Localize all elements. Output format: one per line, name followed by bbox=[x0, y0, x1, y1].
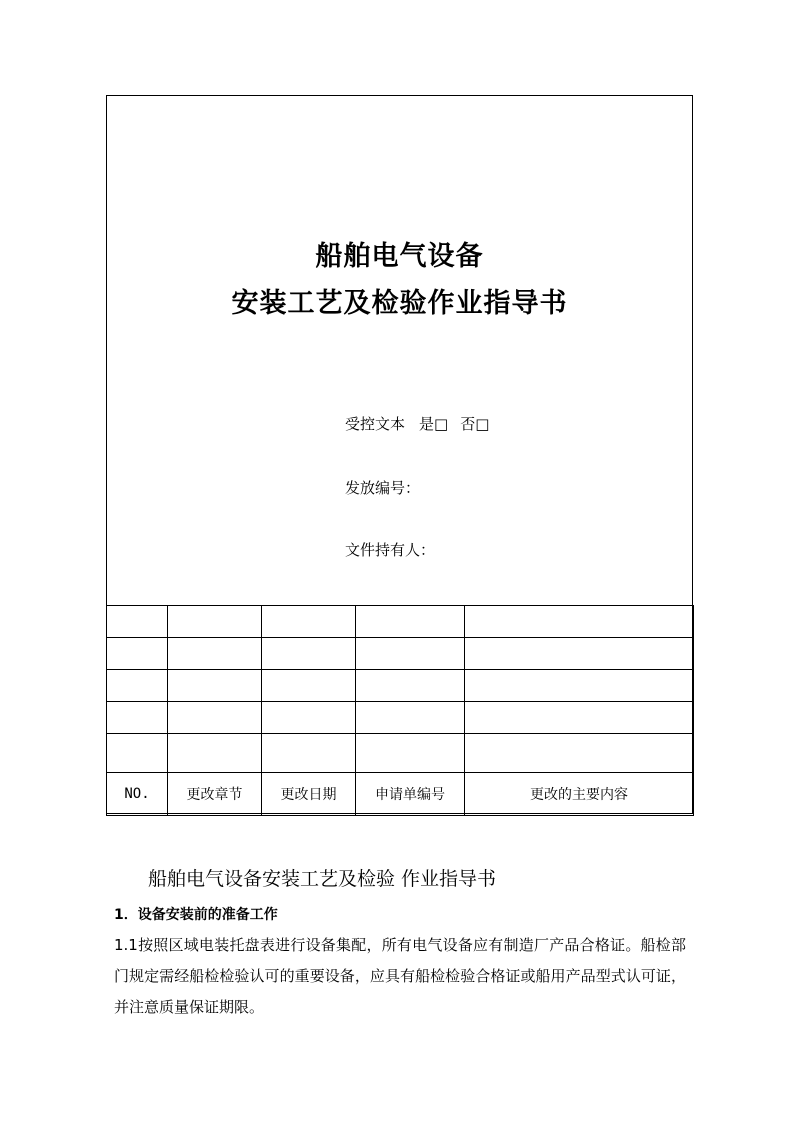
cover-title-line2: 安装工艺及检验作业指导书 bbox=[231, 288, 568, 319]
document-holder-label: 文件持有人： bbox=[345, 541, 436, 559]
cover-title-line1: 船舶电气设备 bbox=[315, 241, 484, 272]
header-request-number: 申请单编号 bbox=[356, 773, 465, 816]
section-heading: 1．设备安装前的准备工作 bbox=[114, 907, 278, 923]
table-row bbox=[107, 638, 694, 670]
table-row bbox=[107, 702, 694, 734]
paragraph-1-1: 1.1按照区域电装托盘表进行设备集配，所有电气设备应有制造厂产品合格证。船检部门规定需经船检检验认可的重要设备，应具有船检检验合格证或船用产品型式认可证，并注意质量保证期限。 bbox=[114, 936, 686, 1016]
controlled-no-option: 否□ bbox=[460, 415, 490, 433]
revision-header-row bbox=[107, 773, 694, 816]
header-changed-section: 更改章节 bbox=[168, 773, 262, 816]
document-title: 船舶电气设备安装工艺及检验 作业指导书 bbox=[148, 868, 497, 890]
revision-table bbox=[106, 605, 694, 816]
table-row bbox=[107, 606, 694, 638]
controlled-copy-label: 受控文本 bbox=[345, 415, 406, 433]
controlled-copy-row bbox=[345, 413, 489, 434]
table-row bbox=[107, 670, 694, 702]
cover-frame bbox=[106, 95, 693, 814]
issue-number-label: 发放编号： bbox=[345, 479, 421, 497]
header-change-date: 更改日期 bbox=[262, 773, 356, 816]
controlled-yes-option: 是□ bbox=[419, 415, 449, 433]
header-main-changes: 更改的主要内容 bbox=[465, 773, 694, 816]
table-row bbox=[107, 734, 694, 773]
header-no: NO. bbox=[107, 773, 168, 816]
